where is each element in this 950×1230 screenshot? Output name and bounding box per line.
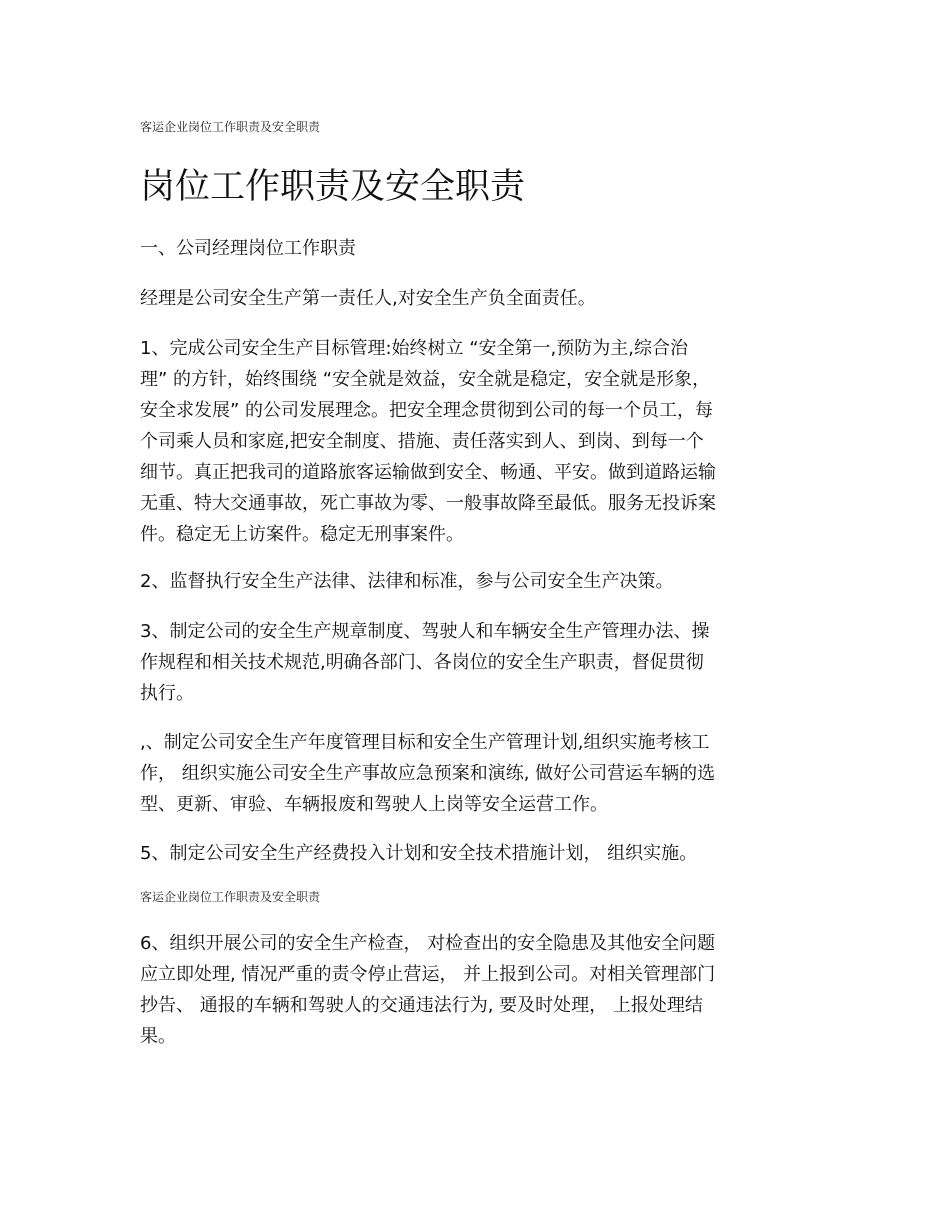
text-line: 果。 xyxy=(140,1026,176,1047)
running-header: 客运企业岗位工作职责及安全职责 xyxy=(140,890,321,904)
text-line: 型、更新、审验、车辆报废和驾驶人上岗等安全运营工作。 xyxy=(140,794,608,815)
text-line: ,、制定公司安全生产年度管理目标和安全生产管理计划,组织实施考核工 xyxy=(140,732,710,753)
paragraph-item-6 xyxy=(140,928,810,1052)
paragraph-item-1 xyxy=(140,333,810,550)
text-line: 应立即处理, 情况严重的责令停止营运， 并上报到公司。对相关管理部门 xyxy=(140,964,716,985)
text-line: 抄告、 通报的车辆和驾驶人的交通违法行为, 要及时处理， 上报处理结 xyxy=(140,995,703,1016)
paragraph-item-5 xyxy=(140,838,810,869)
document-title: 岗位工作职责及安全职责 xyxy=(140,167,526,207)
text-line: 2、监督执行安全生产法律、法律和标准，参与公司安全生产决策。 xyxy=(140,571,674,592)
text-line: 3、制定公司的安全生产规章制度、驾驶人和车辆安全生产管理办法、操 xyxy=(140,621,710,642)
text-line: 个司乘人员和家庭,把安全制度、措施、责任落实到人、到岗、到每一个 xyxy=(140,431,704,452)
text-line: 无重、特大交通事故，死亡事故为零、一般事故降至最低。服务无投诉案 xyxy=(140,493,716,514)
paragraph-item-2 xyxy=(140,566,810,597)
text-line: 细节。真正把我司的道路旅客运输做到安全、畅通、平安。做到道路运输 xyxy=(140,462,716,483)
text-line: 安全求发展” 的公司发展理念。把安全理念贯彻到公司的每一个员工，每 xyxy=(140,400,714,421)
paragraph-item-4 xyxy=(140,727,810,820)
text-line: 理” 的方针，始终围绕 “安全就是效益，安全就是稳定，安全就是形象， xyxy=(140,369,711,390)
text-line: 件。稳定无上访案件。稳定无刑事案件。 xyxy=(140,524,464,545)
text-line: 作， 组织实施公司安全生产事故应急预案和演练, 做好公司营运车辆的选 xyxy=(140,763,716,784)
text-line: 执行。 xyxy=(140,683,194,704)
text-line: 一、公司经理岗位工作职责 xyxy=(140,238,356,259)
paragraph-intro xyxy=(140,283,810,314)
paragraph-item-3 xyxy=(140,616,810,709)
running-header: 客运企业岗位工作职责及安全职责 xyxy=(140,120,321,134)
section-heading xyxy=(140,233,810,264)
text-line: 经理是公司安全生产第一责任人,对安全生产负全面责任。 xyxy=(140,288,596,309)
text-line: 5、制定公司安全生产经费投入计划和安全技术措施计划， 组织实施。 xyxy=(140,843,698,864)
text-line: 1、完成公司安全生产目标管理:始终树立 “安全第一,预防为主,综合治 xyxy=(140,338,689,359)
text-line: 作规程和相关技术规范,明确各部门、各岗位的安全生产职责，督促贯彻 xyxy=(140,652,704,673)
text-line: 6、组织开展公司的安全生产检查， 对检查出的安全隐患及其他安全问题 xyxy=(140,933,716,954)
